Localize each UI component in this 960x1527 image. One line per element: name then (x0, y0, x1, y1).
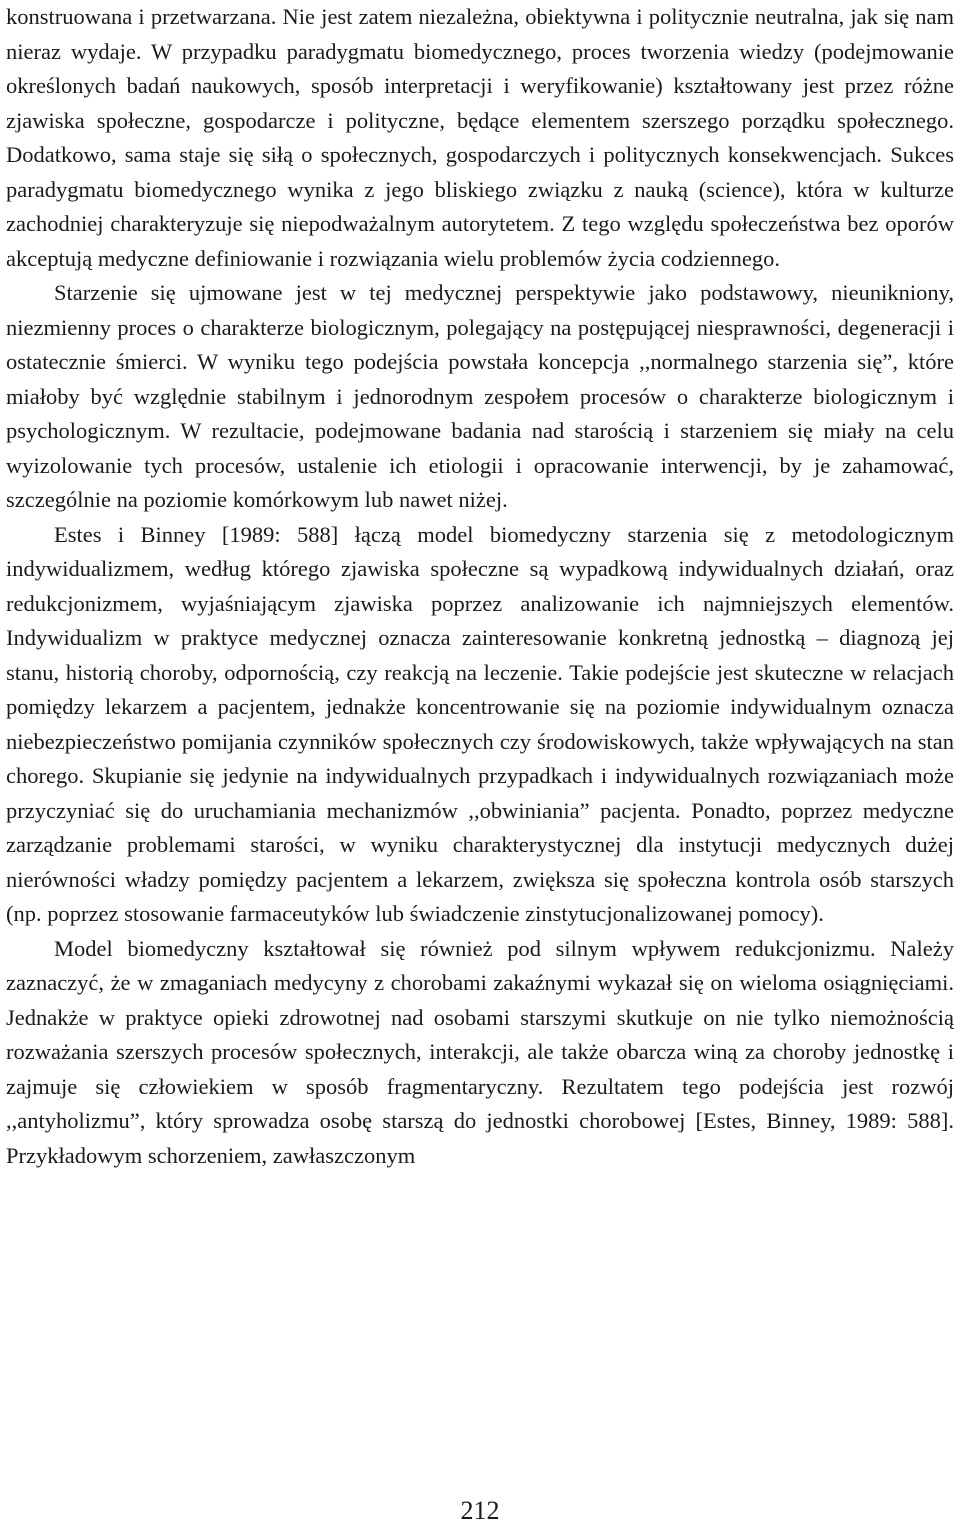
paragraph-1: konstruowana i przetwarzana. Nie jest zatem niezależna, obiektywna i politycznie neutralna, jak się nam nieraz wydaje. W przypadku paradygmatu biomedycznego, proces tworzenia wiedzy (podejmowanie określonych badań naukowych, sposób interpretacji i weryfikowanie) kształtowany jest przez różne zjawiska społeczne, gospodarcze i polityczne, będące elementem szerszego porządku społecznego. Dodatkowo, sama staje się siłą o społecznych, gospodarczych i politycznych konsekwencjach. Sukces paradygmatu biomedycznego wynika z jego bliskiego związku z nauką (science), która w kulturze zachodniej charakteryzuje się niepodważalnym autorytetem. Z tego względu społeczeństwa bez oporów akceptują medyczne definiowanie i rozwiązania wielu problemów życia codziennego. (6, 4, 954, 271)
paragraph-2: Starzenie się ujmowane jest w tej medycznej perspektywie jako podstawowy, nieunikniony, niezmienny proces o charakterze biologicznym, polegający na postępującej niesprawności, degeneracji i ostatecznie śmierci. W wyniku tego podejścia powstała koncepcja ,,normalnego starzenia się”, które miałoby być względnie stabilnym i jednorodnym zespołem procesów o charakterze biologicznym i psychologicznym. W rezultacie, podejmowane badania nad starością i starzeniem się miały na celu wyizolowanie tych procesów, ustalenie ich etiologii i opracowanie interwencji, by je zahamować, szczególnie na poziomie komórkowym lub nawet niżej. (6, 280, 954, 512)
paragraph-4: Model biomedyczny kształtował się również pod silnym wpływem redukcjonizmu. Należy zaznaczyć, że w zmaganiach medycyny z chorobami zakaźnymi wykazał się on wieloma osiągnięciami. Jednakże w praktyce opieki zdrowotnej nad osobami starszymi skutkuje on nie tylko niemożnością rozważania szerszych procesów społecznych, interakcji, ale także obarcza winą za choroby jednostkę i zajmuje się człowiekiem w sposób fragmentaryczny. Rezultatem tego podejścia jest rozwój ,,antyholizmu”, który sprowadza osobę starszą do jednostki chorobowej [Estes, Binney, 1989: 588]. Przykładowym schorzeniem, zawłaszczonym (6, 935, 954, 1168)
page-number: 212 (460, 1496, 500, 1525)
document-body (6, 0, 954, 1173)
paragraph-3: Estes i Binney [1989: 588] łączą model biomedyczny starzenia się z metodologicznym indywidualizmem, według którego zjawiska społeczne są wypadkową indywidualnych działań, oraz redukcjonizmem, wyjaśniającym zjawiska poprzez analizowanie ich najmniejszych elementów. Indywidualizm w praktyce medycznej oznacza zainteresowanie konkretną jednostką – diagnozą jej stanu, historią choroby, odpornością, czy reakcją na leczenie. Takie podejście jest skuteczne w relacjach pomiędzy lekarzem a pacjentem, jednakże koncentrowanie się na poziomie indywidualnym oznacza niebezpieczeństwo pomijania czynników społecznych czy środowiskowych, także wpływających na stan chorego. Skupianie się jedynie na indywidualnych przypadkach i indywidualnych rozwiązaniach może przyczyniać się do uruchamiania mechanizmów ,,obwiniania” pacjenta. Ponadto, poprzez medyczne zarządzanie problemami starości, w wyniku charakterystycznej dla instytucji medycznych dużej nierówności władzy pomiędzy pacjentem a lekarzem, zwiększa się społeczna kontrola osób starszych (np. poprzez stosowanie farmaceutyków lub świadczenie zinstytucjonalizowanej pomocy). (6, 521, 954, 926)
